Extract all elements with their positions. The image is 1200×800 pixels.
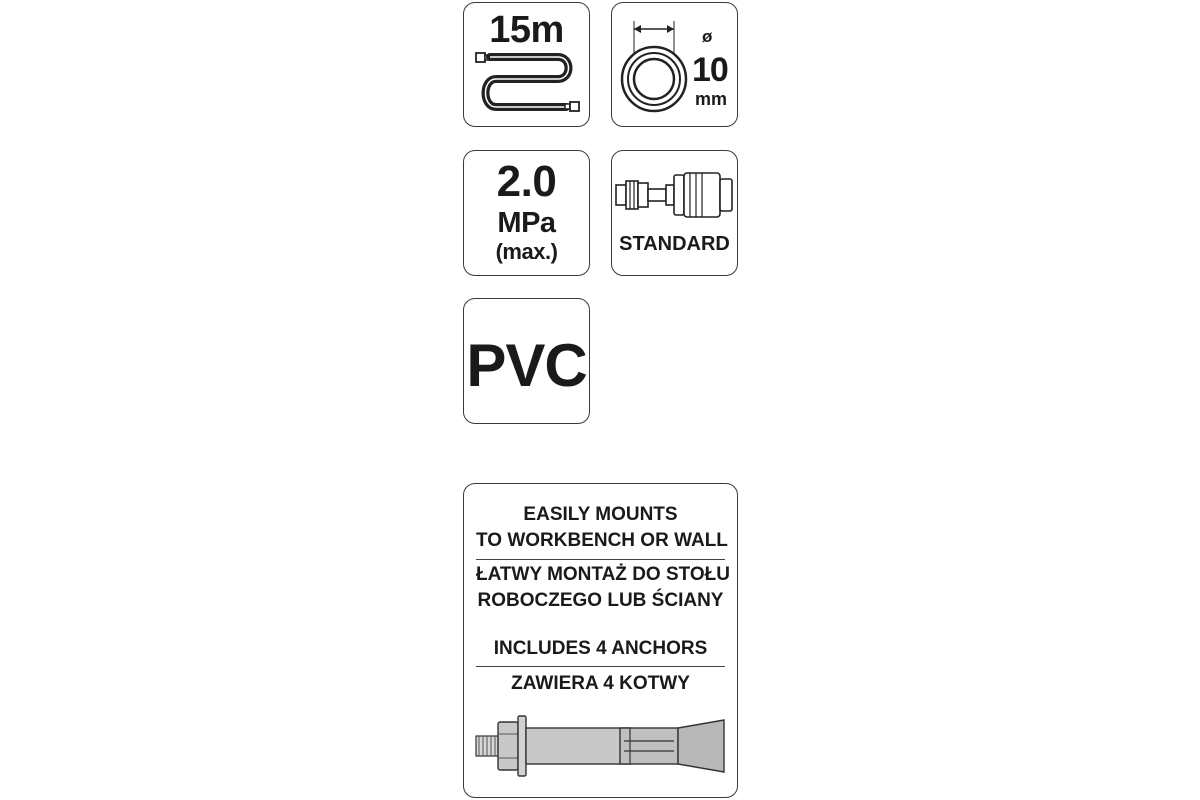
pressure-note: (max.) (495, 239, 558, 264)
hose-ring-icon (616, 13, 692, 121)
diameter-unit: mm (695, 89, 728, 109)
quick-coupler-icon (614, 171, 736, 223)
pressure-value: 2.0 (496, 157, 557, 206)
anchors-text-en: INCLUDES 4 ANCHORS (493, 638, 708, 659)
diameter-tile (611, 2, 738, 127)
hose-icon (474, 49, 580, 119)
coupling-tile (611, 150, 738, 276)
mounting-text-en (476, 502, 728, 554)
material-label: PVC (466, 332, 587, 399)
pressure-unit: MPa (497, 207, 556, 239)
hose-length-value: 15m (489, 9, 564, 51)
mounting-info-panel (463, 483, 738, 798)
length-tile (463, 2, 590, 127)
divider (476, 666, 725, 667)
mounting-text-pl-line-1: ŁATWY MONTAŻ DO STOŁU (476, 564, 731, 585)
diameter-value: 10 (692, 51, 728, 89)
coupling-standard-label: STANDARD (619, 233, 730, 255)
anchors-text-pl: ZAWIERA 4 KOTWY (511, 673, 690, 694)
material-tile (463, 298, 590, 424)
wall-anchor-icon (474, 712, 729, 782)
mounting-text-en-line-2: TO WORKBENCH OR WALL (476, 530, 728, 551)
pressure-tile (463, 150, 590, 276)
mounting-text-pl (476, 562, 731, 614)
divider (476, 559, 725, 560)
mounting-text-en-line-1: EASILY MOUNTS (523, 504, 678, 525)
mounting-text-pl-line-2: ROBOCZEGO LUB ŚCIANY (477, 590, 724, 611)
diameter-symbol: ø (702, 27, 713, 46)
